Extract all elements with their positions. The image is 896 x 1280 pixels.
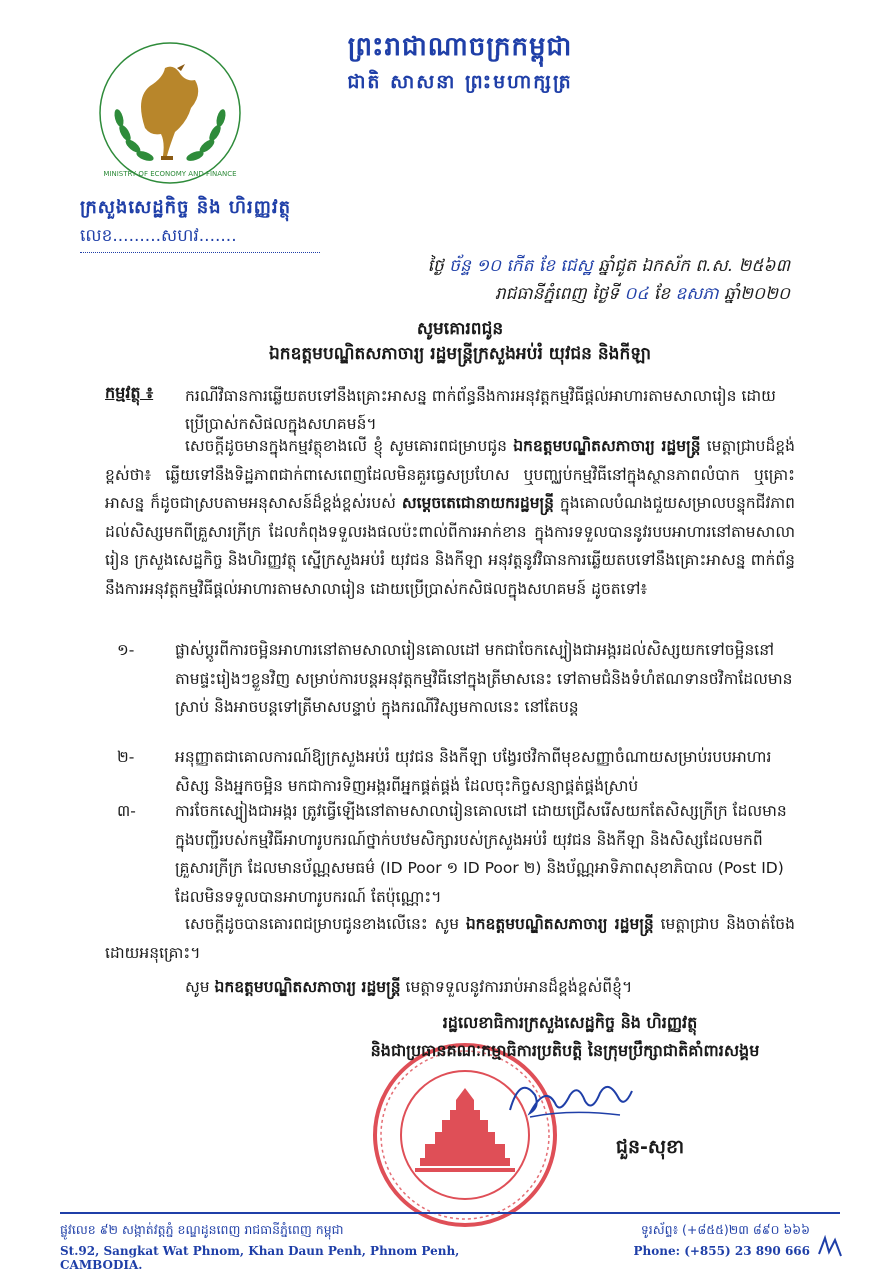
signer-name: ជួន-សុខា (615, 1136, 685, 1158)
list-item (117, 743, 795, 800)
body-paragraph-1: សេចក្តីដូចមានក្នុងកម្មវត្ថុខាងលើ ខ្ញុំ សូមគោរពជម្រាបជូន ឯកឧត្តមបណ្ឌិតសភាចារ្យ រដ្ឋមន្ត្រី មេត្តាជ្រាបដ៏ខ្ពង់ខ្ពស់ថា៖ ឆ្លើយទៅនឹងទិដ្ឋភាពជាក់ពាសេពេញដែលមិនគួរធ្វេសប្រហែស ឬបញ្ឈប់កម្មវិធីនៅក្នុងស្ថានភាពលំបាក ឬគ្រោះអាសន្ន ក៏ដូចជាស្របតាមអនុសាសន៍ដ៏ខ្ពង់ខ្ពស់របស់ សម្តេចតេជោនាយករដ្ឋមន្ត្រី ក្នុងគោលបំណងជួយសម្រាលបន្ទុកជីវភាពដល់សិស្សមកពីគ្រួសារក្រីក្រ ដែលកំពុងទទួលរងផលប៉ះពាល់ពីការអាក់ខាន ក្នុងការទទួលបាននូវរបបអាហារនៅតាមសាលារៀន ក្រសួងសេដ្ឋកិច្ច និងហិរញ្ញវត្ថុ ស្នើក្រសួងអប់រំ យុវជន និងកីឡា អនុវត្តនូវវិធានការឆ្លើយតបទៅនឹងគ្រោះអាសន្ន ពាក់ព័ន្ធនឹងការអនុវត្តកម្មវិធីផ្តល់អាហារតាមសាលារៀន ដោយប្រើប្រាស់កសិផលក្នុងសហគមន៍ ដូចតទៅ៖ (105, 437, 795, 598)
kingdom-title: ព្រះរាជាណាចក្រកម្ពុជា (347, 32, 573, 62)
subject-label: កម្មវត្ថុ ៖ (105, 383, 154, 402)
reference-number: លេខ.........សហវ....... (80, 225, 320, 253)
signatory-title-2: និងជាប្រធានគណៈកម្មាធិការប្រតិបត្តិ នៃក្រុមប្រឹក្សាជាតិគាំពារសង្គម (370, 1041, 760, 1060)
list-item-text: ការចែកស្បៀងជាអង្ករ ត្រូវធ្វើឡើងនៅតាមសាលារៀនគោលដៅ ដោយជ្រើសរើសយកតែសិស្សក្រីក្រ ដែលមានក្នុងបញ្ជីរបស់កម្មវិធីអាហារូបករណ៍ថ្នាក់បឋមសិក្សារបស់ក្រសួងអប់រំ យុវជន និងកីឡា និងសិស្សដែលមកពីគ្រួសារក្រីក្រ ដែលមានប័ណ្ណសមធម៌ (ID Poor ១ ID Poor ២) និងប័ណ្ណអាទិភាពសុខាភិបាល (Post ID) ដែលមិនទទួលបានអាហារូបករណ៍ តែប៉ុណ្ណោះ។ (175, 802, 787, 906)
addressee: ឯកឧត្តមបណ្ឌិតសភាចារ្យ រដ្ឋមន្ត្រីក្រសួងអប់រំ យុវជន និងកីឡា (269, 344, 651, 364)
lunar-date-handwritten: ច័ន្ទ ១០ កើត ខែ ជេស្ឋ (449, 256, 593, 276)
list-item-text: ផ្លាស់ប្តូរពីការចម្អិនអាហារនៅតាមសាលារៀនគោលដៅ មកជាចែកស្បៀងជាអង្ករដល់សិស្សយកទៅចម្អិននៅតាមផ្ទះរៀងៗខ្លួនវិញ សម្រាប់ការបន្តអនុវត្តកម្មវិធីនៅក្នុងត្រីមាសនេះ ទៅតាមជំនិងទំហំឥណទានថវិកាដែលមានស្រាប់ និងអាចបន្តទៅត្រីមាសបន្ទាប់ ក្នុងករណីវិស្សមកាលនេះ នៅតែបន្ត (175, 641, 793, 716)
solar-date: រាជធានីភ្នំពេញ ថ្ងៃទី ០៤ ខែ ឧសភា ឆ្នាំ២០២០ (494, 284, 790, 304)
respect-line: សូមគោរពជូន (416, 319, 504, 339)
body-paragraph-2: សេចក្តីដូចបានគោរពជម្រាបជូនខាងលើនេះ សូម ឯកឧត្តមបណ្ឌិតសភាចារ្យ រដ្ឋមន្ត្រី មេត្តាជ្រាប និងចាត់ចែង ដោយអនុគ្រោះ។ (105, 915, 795, 962)
list-item-number: ២- (117, 748, 135, 766)
signatory-title-1: រដ្ឋលេខាធិការក្រសួងសេដ្ឋកិច្ច និង ហិរញ្ញវត្ថុ (442, 1013, 698, 1032)
initials-mark (815, 1232, 845, 1262)
lunar-date: ថ្ងៃ ច័ន្ទ ១០ កើត ខែ ជេស្ឋ ឆ្នាំជូត ឯកស័ក ព.ស. ២៥៦៣ (427, 256, 790, 276)
list-item (117, 636, 795, 722)
ministry-logo (95, 38, 245, 188)
date-month: ឧសភា (675, 284, 719, 304)
footer-phone-km: ទូរស័ព្ទ៖ (+៨៥៥)២៣ ៨៩០ ៦៦៦ (640, 1222, 810, 1237)
footer-address-km: ផ្លូវលេខ ៩២ សង្កាត់វត្តភ្នំ ខណ្ឌដូនពេញ រាជធានីភ្នំពេញ កម្ពុជា (60, 1222, 344, 1237)
national-motto: ជាតិ សាសនា ព្រះមហាក្សត្រ (347, 71, 573, 93)
list-item-number: ៣- (117, 802, 136, 820)
handwritten-signature (500, 1065, 640, 1125)
date-day: ០៤ (624, 284, 649, 304)
list-item (117, 797, 795, 911)
footer-phone-en: Phone: (+855) 23 890 666 (633, 1244, 810, 1258)
list-item-number: ១- (117, 641, 135, 659)
footer-address-en: St.92, Sangkat Wat Phnom, Khan Daun Penh, Phnom Penh, CAMBODIA. (60, 1244, 460, 1272)
closing-paragraph: សូម ឯកឧត្តមបណ្ឌិតសភាចារ្យ រដ្ឋមន្ត្រី មេត្តាទទួលនូវការរាប់អានដ៏ខ្ពង់ខ្ពស់ពីខ្ញុំ។ (185, 978, 633, 996)
subject-text: ករណីវិធានការឆ្លើយតបទៅនឹងគ្រោះអាសន្ន ពាក់ព័ន្ធនឹងការអនុវត្តកម្មវិធីផ្តល់អាហារតាមសាលារៀន ដោយប្រើប្រាស់កសិផលក្នុងសហគមន៍។ (185, 387, 776, 433)
list-item-text: អនុញ្ញាតជាគោលការណ៍ឱ្យក្រសួងអប់រំ យុវជន និងកីឡា បង្វែរថវិកាពីមុខសញ្ញាចំណាយសម្រាប់របបអាហារសិស្ស និងអ្នកចម្អិន មកជាការទិញអង្ករពីអ្នកផ្គត់ផ្គង់ ដែលចុះកិច្ចសន្យាផ្គត់ផ្គង់ស្រាប់ (175, 748, 772, 795)
logo-text-en: MINISTRY OF ECONOMY AND FINANCE (103, 170, 237, 178)
ministry-name: ក្រសួងសេដ្ឋកិច្ច និង ហិរញ្ញវត្ថុ (80, 197, 291, 218)
footer-divider (60, 1212, 840, 1214)
